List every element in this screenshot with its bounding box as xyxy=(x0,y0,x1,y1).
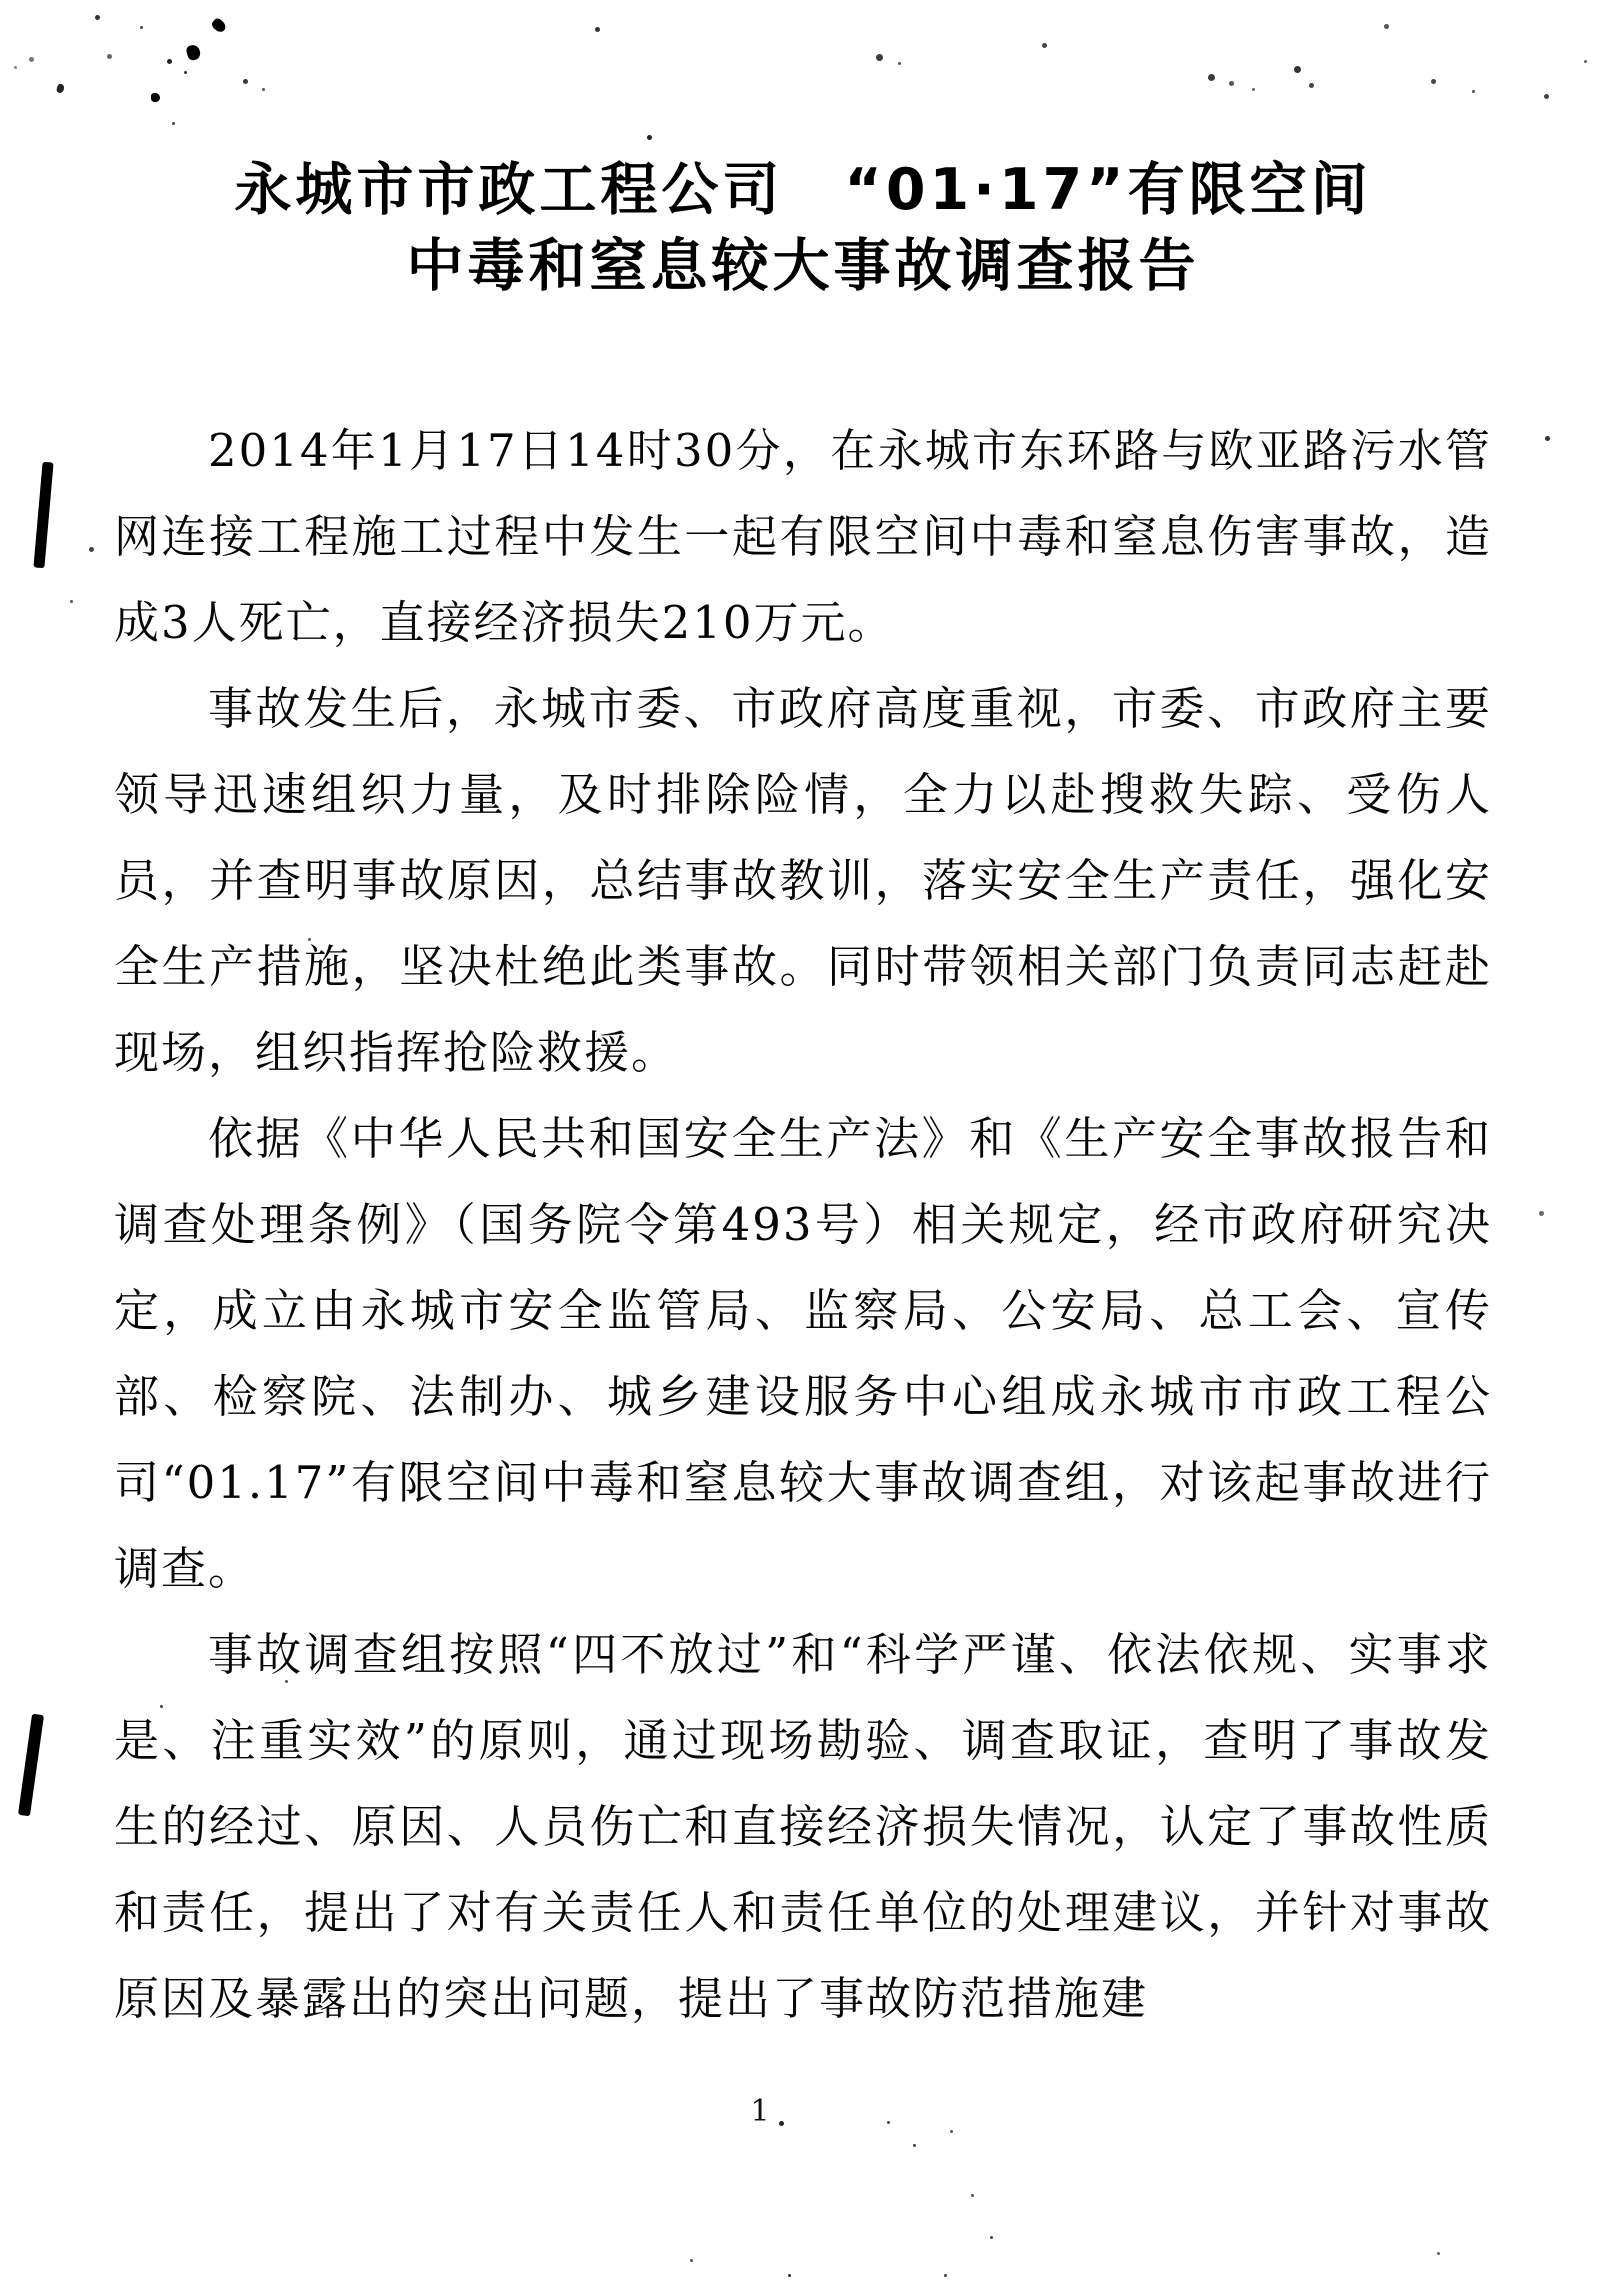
document-body xyxy=(114,408,1492,2042)
body-paragraph: 依据《中华人民共和国安全生产法》和《生产安全事故报告和调查处理条例》（国务院令第493号）相关规定，经市政府研究决定，成立由永城市安全监管局、监察局、公安局、总工会、宣传部、检察院、法制办、城乡建设服务中心组成永城市市政工程公司“01.17”有限空间中毒和窒息较大事故调查组，对该起事故进行调查。 xyxy=(114,1112,1492,1595)
scan-noise-speckles xyxy=(0,0,3,3)
ink-stroke-mark xyxy=(18,1714,44,1817)
scan-noise-blob xyxy=(185,44,201,62)
document-title-line2: 中毒和窒息较大事故调查报告 xyxy=(406,233,1200,299)
document-title xyxy=(80,152,1526,304)
body-paragraph: 2014年1月17日14时30分，在永城市东环路与欧亚路污水管网连接工程施工过程中发生一起有限空间中毒和窒息伤害事故，造成3人死亡，直接经济损失210万元。 xyxy=(114,424,1492,649)
body-paragraph: 事故调查组按照“四不放过”和“科学严谨、依法依规、实事求是、注重实效”的原则，通过现场勘验、调查取证，查明了事故发生的经过、原因、人员伤亡和直接经济损失情况，认定了事故性质和责任，提出了对有关责任人和责任单位的处理建议，并针对事故原因及暴露出的突出问题，提出了事故防范措施建 xyxy=(114,1628,1492,2025)
body-paragraph: 事故发生后，永城市委、市政府高度重视，市委、市政府主要领导迅速组织力量，及时排除险情，全力以赴搜救失踪、受伤人员，并查明事故原因，总结事故教训，落实安全生产责任，强化安全生产措施，坚决杜绝此类事故。同时带领相关部门负责同志赶赴现场，组织指挥抢险救援。 xyxy=(114,682,1492,1079)
scan-noise-blob xyxy=(151,93,160,102)
scan-noise-blob xyxy=(210,17,228,34)
ink-stroke-mark xyxy=(33,462,53,569)
page-number: 1 xyxy=(750,2094,770,2129)
scan-noise-blob xyxy=(56,83,66,94)
document-title-line1: 永城市市政工程公司 “01·17”有限空间 xyxy=(234,157,1372,223)
